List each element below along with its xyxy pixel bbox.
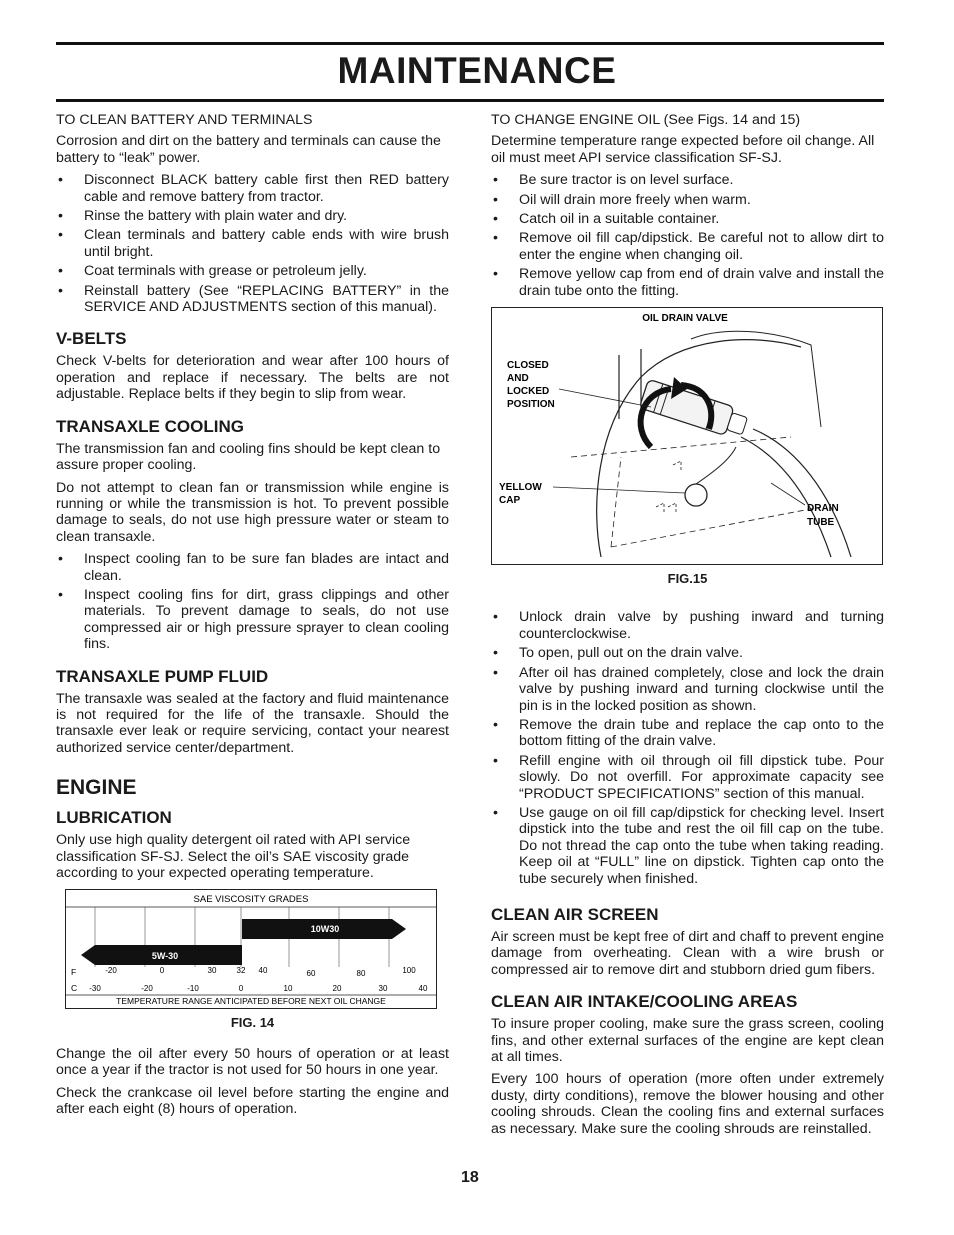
transaxle-cooling-list: [56, 551, 449, 652]
list-item: • Remove yellow cap from end of drain valve and install the drain tube onto the fitting.: [491, 266, 884, 299]
c-tick: -10: [187, 984, 199, 994]
oil-list-continued: [491, 609, 884, 887]
closed-label-line2: AND: [507, 373, 529, 385]
f-tick: 30: [207, 966, 217, 976]
list-item: • Rinse the battery with plain water and dry.: [56, 208, 449, 224]
oil-drain-valve-illustration: [491, 307, 883, 565]
f-tick: 40: [258, 966, 268, 976]
list-item: • Clean terminals and battery cable ends with wire brush until bright.: [56, 227, 449, 260]
battery-intro: Corrosion and dirt on the battery and terminals can cause the battery to “leak” power.: [56, 133, 441, 166]
c-tick: 20: [332, 984, 342, 994]
fig15-caption: FIG.15: [667, 571, 708, 587]
title-rule: [56, 99, 884, 102]
band-5w30-label: 5W-30: [151, 951, 179, 962]
air-screen-heading: CLEAN AIR SCREEN: [491, 904, 659, 924]
celsius-label: C: [71, 983, 78, 994]
c-tick: 40: [418, 984, 428, 994]
list-item: • Use gauge on oil fill cap/dipstick for checking level. Insert dipstick into the tube and rest the oil fill cap on the tube. Do not thread the cap onto the tube when taking reading. Keep oil at “FULL” line on dipstick. Tighten cap onto the tube securely when finished.: [491, 805, 884, 887]
page-number: 18: [461, 1169, 479, 1186]
air-intake-p1: To insure proper cooling, make sure the grass screen, cooling fins, and other external surfaces of the engine are kept clean at all times.: [491, 1016, 884, 1065]
right-column: [491, 112, 884, 1143]
viscosity-chart-graphic: [65, 889, 437, 1009]
air-intake-p2: Every 100 hours of operation (more often under extremely dusty, dirty conditions), remove the blower housing and other cooling shrouds. Clean the cooling fins and external surfaces as necessary. Make sure the cooling shrouds are reinstalled.: [491, 1071, 884, 1137]
list-item: • Catch oil in a suitable container.: [491, 211, 884, 227]
list-item: • Coat terminals with grease or petroleum jelly.: [56, 263, 449, 279]
chart-footer: TEMPERATURE RANGE ANTICIPATED BEFORE NEXT OIL CHANGE: [116, 996, 386, 1007]
top-rule: [56, 42, 884, 45]
closed-label-line1: CLOSED: [507, 360, 549, 372]
battery-list: [56, 172, 449, 315]
battery-caption: TO CLEAN BATTERY AND TERMINALS: [56, 112, 313, 128]
vbelts-body: Check V-belts for deterioration and wear after 100 hours of operation and replace if necessary. The belts are not adjustable. Replace belts if they begin to slip from wear.: [56, 353, 449, 403]
oil-drain-valve-figure: [491, 307, 883, 565]
band-10w30-label: 10W30: [310, 924, 340, 935]
f-tick: 100: [402, 966, 416, 976]
list-item: • Oil will drain more freely when warm.: [491, 192, 884, 208]
pump-fluid-heading: TRANSAXLE PUMP FLUID: [56, 666, 269, 686]
list-item: • To open, pull out on the drain valve.: [491, 645, 884, 661]
lubrication-heading: LUBRICATION: [56, 808, 172, 828]
c-tick: -20: [141, 984, 153, 994]
fig14-caption: FIG. 14: [230, 1015, 275, 1031]
list-item: • Reinstall battery (See “REPLACING BATTERY” in the SERVICE AND ADJUSTMENTS section of this manual).: [56, 283, 449, 316]
list-item: • Unlock drain valve by pushing inward and turning counterclockwise.: [491, 609, 884, 642]
oil-check-interval: Check the crankcase oil level before starting the engine and after each eight (8) hours of operation.: [56, 1084, 449, 1118]
yellow-cap: [685, 484, 707, 506]
list-item: • Inspect cooling fins for dirt, grass clippings and other materials. To prevent damage to seals, do not use compressed air or high pressure sprayer to clean cooling fins.: [56, 587, 449, 653]
viscosity-chart: [65, 889, 437, 1009]
air-intake-heading: CLEAN AIR INTAKE/COOLING AREAS: [491, 992, 798, 1012]
list-item: • Disconnect BLACK battery cable first then RED battery cable and remove battery from tractor.: [56, 172, 449, 205]
oil-list: [491, 172, 884, 299]
f-tick: 32: [236, 966, 246, 976]
yellow-cap-label-line1: YELLOW: [499, 482, 542, 494]
f-tick: 60: [306, 969, 316, 979]
lubrication-body: Only use high quality detergent oil rated with API service classification SF-SJ. Select the oil’s SAE viscosity grade according to your expected operating temperature.: [56, 832, 411, 881]
page-title: MAINTENANCE: [337, 50, 617, 91]
oil-change-interval: Change the oil after every 50 hours of operation or at least once a year if the tractor is not used for 50 hours in one year.: [56, 1045, 449, 1079]
left-column: [56, 112, 449, 1123]
vbelts-heading: V-BELTS: [56, 329, 127, 349]
oil-caption: TO CHANGE ENGINE OIL (See Figs. 14 and 15): [491, 112, 801, 128]
fahrenheit-label: F: [71, 967, 77, 978]
list-item: • Refill engine with oil through oil fill dipstick tube. Pour slowly. Do not overfill. For approximate capacity see “PRODUCT SPECIFICATIONS” section of this manual.: [491, 753, 884, 802]
list-item: • Be sure tractor is on level surface.: [491, 172, 884, 188]
closed-label-line4: POSITION: [507, 399, 555, 411]
f-tick: -20: [105, 966, 117, 976]
c-tick: 10: [283, 984, 293, 994]
list-item: • After oil has drained completely, close and lock the drain valve by pushing inward and turning clockwise until the pin is in the locked position as shown.: [491, 665, 884, 714]
f-tick: 0: [159, 966, 165, 976]
list-item: • Inspect cooling fan to be sure fan blades are intact and clean.: [56, 551, 449, 584]
drain-tube-label-line1: DRAIN: [807, 503, 839, 515]
chart-title: SAE VISCOSITY GRADES: [193, 894, 309, 906]
closed-label-line3: LOCKED: [507, 386, 550, 398]
f-tick: 80: [356, 969, 366, 979]
list-item: • Remove the drain tube and replace the cap onto to the bottom fitting of the drain valve.: [491, 717, 884, 750]
yellow-cap-label-line2: CAP: [499, 495, 521, 507]
transaxle-cooling-heading: TRANSAXLE COOLING: [56, 416, 244, 436]
c-tick: -30: [89, 984, 101, 994]
c-tick: 0: [238, 984, 244, 994]
oil-intro: Determine temperature range expected before oil change. All oil must meet API service classification SF-SJ.: [491, 133, 875, 166]
list-item: • Remove oil fill cap/dipstick. Be careful not to allow dirt to enter the engine when changing oil.: [491, 230, 884, 263]
figure-title: OIL DRAIN VALVE: [642, 313, 728, 325]
transaxle-cooling-p2: Do not attempt to clean fan or transmission while engine is running or while the transmission is hot. To prevent possible damage to seals, do not use high pressure water or steam to clean transaxle.: [56, 479, 449, 545]
engine-heading: ENGINE: [56, 776, 137, 800]
transaxle-cooling-p1: The transmission fan and cooling fins should be kept clean to assure proper cooling.: [56, 440, 441, 474]
drain-tube-label-line2: TUBE: [807, 517, 835, 529]
air-screen-body: Air screen must be kept free of dirt and chaff to prevent engine damage from overheating. Clean with a wire brush or compressed air to remove dirt and stubborn dried gum fibers.: [491, 928, 884, 978]
pump-fluid-body: The transaxle was sealed at the factory and fluid maintenance is not required for the life of the transaxle. Should the transaxle ever leak or require servicing, contact your nearest authorized service center/department.: [56, 690, 449, 756]
c-tick: 30: [378, 984, 388, 994]
